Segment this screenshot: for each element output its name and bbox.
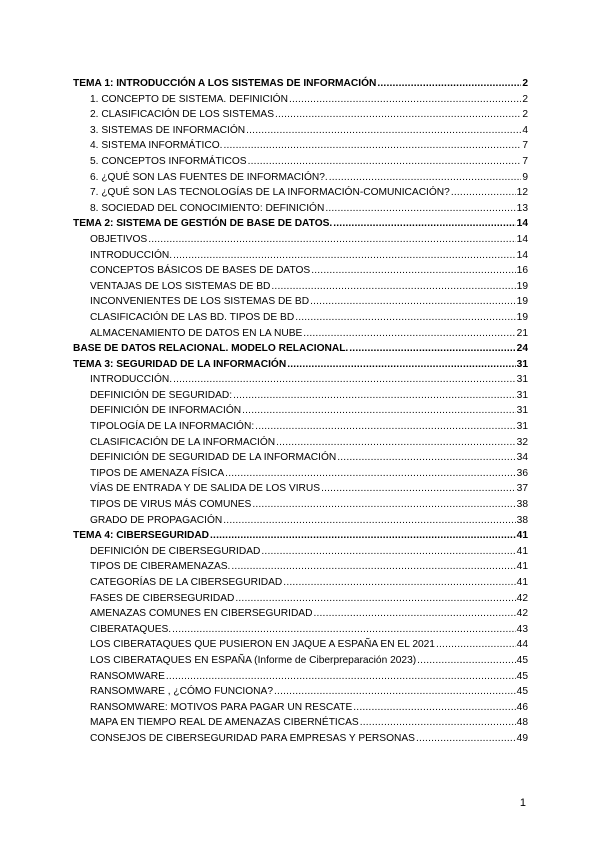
toc-section-entry[interactable] [73, 326, 528, 342]
toc-dot-leader [172, 622, 516, 638]
toc-entry-title: TEMA 3: SEGURIDAD DE LA INFORMACIÓN [73, 358, 287, 370]
toc-dot-leader [416, 731, 516, 747]
toc-dot-leader [353, 700, 515, 716]
toc-section-entry[interactable] [73, 310, 528, 326]
toc-dot-leader [337, 450, 515, 466]
toc-section-entry[interactable] [73, 731, 528, 747]
toc-dot-leader [283, 575, 515, 591]
toc-section-entry[interactable] [73, 138, 528, 154]
toc-dot-leader [333, 216, 515, 232]
toc-entry-page: 38 [516, 499, 528, 511]
toc-entry-page: 37 [516, 483, 528, 495]
toc-entry-page: 41 [516, 545, 528, 557]
toc-entry-title: ALMACENAMIENTO DE DATOS EN LA NUBE [90, 327, 303, 339]
toc-section-entry[interactable] [73, 279, 528, 295]
toc-entry-title: 4. SISTEMA INFORMÁTICO. [90, 140, 223, 152]
toc-section-entry[interactable] [73, 170, 528, 186]
table-of-contents [73, 76, 528, 747]
toc-entry-page: 2 [522, 93, 528, 105]
toc-entry-page: 41 [516, 530, 528, 542]
toc-dot-leader [275, 107, 521, 123]
toc-entry-page: 45 [516, 670, 528, 682]
toc-entry-title: 2. CLASIFICACIÓN DE LOS SISTEMAS [90, 109, 274, 121]
toc-entry-title: TIPOLOGÍA DE LA INFORMACIÓN: [90, 421, 255, 433]
toc-entry-page: 14 [516, 218, 528, 230]
toc-section-entry[interactable] [73, 606, 528, 622]
toc-dot-leader [255, 419, 515, 435]
toc-entry-title: CATEGORÍAS DE LA CIBERSEGURIDAD [90, 577, 283, 588]
toc-dot-leader [417, 653, 516, 669]
toc-entry-title: BASE DE DATOS RELACIONAL. MODELO RELACIONAL. [73, 343, 349, 355]
toc-entry-title: DEFINICIÓN DE INFORMACIÓN [90, 405, 242, 417]
toc-section-entry[interactable] [73, 559, 528, 575]
toc-entry-title: INCONVENIENTES DE LOS SISTEMAS DE BD [90, 296, 310, 308]
toc-entry-page: 7 [522, 155, 528, 167]
page-number: 1 [519, 797, 526, 809]
toc-entry-page: 31 [516, 421, 528, 433]
toc-entry-page: 31 [516, 374, 528, 386]
toc-dot-leader [210, 528, 516, 544]
toc-section-entry[interactable] [73, 591, 528, 607]
toc-dot-leader [287, 357, 515, 373]
toc-entry-page: 13 [516, 202, 528, 214]
toc-section-entry[interactable] [73, 669, 528, 685]
toc-dot-leader [225, 466, 515, 482]
toc-entry-title: RANSOMWARE: MOTIVOS PARA PAGAR UN RESCATE [90, 701, 353, 713]
toc-entry-title: 3. SISTEMAS DE INFORMACIÓN [90, 124, 246, 136]
toc-section-entry[interactable] [73, 232, 528, 248]
toc-entry-page: 32 [516, 436, 528, 448]
toc-dot-leader [166, 669, 516, 685]
toc-dot-leader [377, 76, 521, 92]
toc-entry-page: 4 [522, 124, 528, 136]
toc-section-entry[interactable] [73, 248, 528, 264]
toc-entry-title: DEFINICIÓN DE SEGURIDAD DE LA INFORMACIÓN [90, 452, 337, 464]
toc-section-entry[interactable] [73, 622, 528, 638]
toc-entry-page: 12 [516, 187, 528, 199]
toc-entry-title: TEMA 2: SISTEMA DE GESTIÓN DE BASE DE DATOS. [73, 218, 333, 230]
toc-entry-page: 2 [522, 78, 528, 89]
toc-section-entry[interactable] [73, 544, 528, 560]
toc-dot-leader [276, 435, 516, 451]
toc-dot-leader [451, 185, 516, 201]
toc-section-entry[interactable] [73, 107, 528, 123]
toc-section-entry[interactable] [73, 450, 528, 466]
toc-section-entry[interactable] [73, 372, 528, 388]
toc-dot-leader [248, 154, 522, 170]
toc-entry-title: RANSOMWARE [90, 670, 165, 682]
toc-dot-leader [233, 388, 516, 404]
toc-entry-page: 31 [516, 389, 528, 401]
toc-entry-page: 2 [522, 109, 528, 121]
toc-entry-page: 7 [522, 140, 528, 152]
toc-dot-leader [325, 201, 515, 217]
toc-section-entry[interactable] [73, 435, 528, 451]
toc-entry-title: TEMA 1: INTRODUCCIÓN A LOS SISTEMAS DE INFORMACIÓN [73, 78, 377, 89]
toc-entry-title: CLASIFICACIÓN DE LAS BD. TIPOS DE BD [90, 311, 295, 323]
toc-dot-leader [295, 310, 515, 326]
toc-chapter-entry[interactable] [73, 216, 528, 232]
toc-dot-leader [223, 138, 521, 154]
toc-dot-leader [313, 606, 515, 622]
toc-entry-page: 42 [516, 592, 528, 604]
toc-section-entry[interactable] [73, 637, 528, 653]
toc-dot-leader [223, 513, 515, 529]
toc-section-entry[interactable] [73, 403, 528, 419]
toc-dot-leader [235, 591, 515, 607]
toc-chapter-entry[interactable] [73, 341, 528, 357]
toc-section-entry[interactable] [73, 388, 528, 404]
toc-entry-page: 31 [516, 358, 528, 370]
toc-entry-title: MAPA EN TIEMPO REAL DE AMENAZAS CIBERNÉTICAS [90, 717, 359, 729]
toc-chapter-entry[interactable] [73, 528, 528, 544]
toc-entry-page: 34 [516, 452, 528, 464]
toc-dot-leader [436, 637, 516, 653]
toc-dot-leader [173, 248, 516, 264]
toc-entry-page: 43 [516, 623, 528, 635]
toc-entry-page: 19 [516, 311, 528, 323]
toc-section-entry[interactable] [73, 715, 528, 731]
toc-section-entry[interactable] [73, 123, 528, 139]
toc-entry-page: 46 [516, 701, 528, 713]
toc-entry-title: INTRODUCCIÓN. [90, 249, 173, 261]
toc-section-entry[interactable] [73, 201, 528, 217]
toc-entry-title: TIPOS DE VIRUS MÁS COMUNES [90, 499, 252, 511]
toc-section-entry[interactable] [73, 185, 528, 201]
toc-dot-leader [242, 403, 516, 419]
toc-section-entry[interactable] [73, 684, 528, 700]
toc-entry-page: 14 [516, 233, 528, 245]
toc-entry-page: 42 [516, 608, 528, 620]
toc-dot-leader [246, 123, 521, 139]
toc-entry-page: 48 [516, 717, 528, 729]
toc-entry-title: TIPOS DE CIBERAMENAZAS. [90, 561, 231, 573]
toc-entry-title: 5. CONCEPTOS INFORMÁTICOS [90, 155, 247, 167]
toc-chapter-entry[interactable] [73, 76, 528, 92]
toc-entry-title: VÍAS DE ENTRADA Y DE SALIDA DE LOS VIRUS [90, 483, 321, 495]
toc-chapter-entry[interactable] [73, 357, 528, 373]
toc-section-entry[interactable] [73, 294, 528, 310]
toc-entry-title: OBJETIVOS [90, 233, 148, 245]
toc-entry-title: DEFINICIÓN DE CIBERSEGURIDAD [90, 545, 261, 557]
toc-dot-leader [274, 684, 516, 700]
toc-entry-page: 21 [516, 327, 528, 339]
toc-entry-page: 36 [516, 467, 528, 479]
toc-entry-page: 49 [516, 732, 528, 744]
toc-section-entry[interactable] [73, 700, 528, 716]
toc-dot-leader [329, 170, 522, 186]
toc-dot-leader [360, 715, 516, 731]
toc-entry-page: 16 [516, 265, 528, 277]
toc-dot-leader [289, 92, 521, 108]
toc-entry-title: TIPOS DE AMENAZA FÍSICA [90, 467, 225, 479]
toc-entry-title: CIBERATAQUES. [90, 623, 172, 635]
toc-dot-leader [349, 341, 515, 357]
toc-section-entry[interactable] [73, 92, 528, 108]
toc-entry-page: 14 [516, 249, 528, 261]
toc-entry-page: 24 [516, 343, 528, 355]
toc-entry-title: CONSEJOS DE CIBERSEGURIDAD PARA EMPRESAS Y PERSONAS [90, 732, 415, 744]
toc-entry-title: GRADO DE PROPAGACIÓN [90, 514, 223, 526]
toc-entry-title: VENTAJAS DE LOS SISTEMAS DE BD [90, 280, 271, 292]
toc-entry-page: 44 [516, 639, 528, 651]
toc-section-entry[interactable] [73, 481, 528, 497]
toc-entry-title: FASES DE CIBERSEGURIDAD [90, 592, 235, 604]
toc-entry-title: DEFINICIÓN DE SEGURIDAD: [90, 389, 233, 401]
toc-section-entry[interactable] [73, 263, 528, 279]
toc-entry-title: 8. SOCIEDAD DEL CONOCIMIENTO: DEFINICIÓN [90, 202, 325, 214]
toc-dot-leader [231, 559, 515, 575]
toc-entry-title: AMENAZAS COMUNES EN CIBERSEGURIDAD [90, 608, 313, 620]
toc-dot-leader [321, 481, 516, 497]
toc-entry-title: 6. ¿QUÉ SON LAS FUENTES DE INFORMACIÓN?. [90, 171, 328, 183]
toc-dot-leader [261, 544, 515, 560]
toc-entry-title: LOS CIBERATAQUES EN ESPAÑA (Informe de Ciberpreparación 2023) [90, 654, 417, 666]
toc-dot-leader [252, 497, 515, 513]
toc-section-entry[interactable] [73, 497, 528, 513]
toc-section-entry[interactable] [73, 466, 528, 482]
toc-entry-page: 31 [516, 405, 528, 417]
toc-entry-page: 38 [516, 514, 528, 526]
toc-entry-page: 9 [522, 171, 528, 183]
toc-entry-title: LOS CIBERATAQUES QUE PUSIERON EN JAQUE A ESPAÑA EN EL 2021 [90, 639, 435, 651]
toc-section-entry[interactable] [73, 419, 528, 435]
toc-entry-page: 45 [516, 686, 528, 698]
toc-dot-leader [148, 232, 515, 248]
toc-dot-leader [310, 294, 516, 310]
toc-entry-title: 7. ¿QUÉ SON LAS TECNOLOGÍAS DE LA INFORMACIÓN-COMUNICACIÓN? [90, 187, 450, 199]
toc-entry-page: 41 [516, 561, 528, 573]
toc-section-entry[interactable] [73, 653, 528, 669]
toc-section-entry[interactable] [73, 575, 528, 591]
toc-entry-title: CLASIFICACIÓN DE LA INFORMACIÓN [90, 436, 276, 448]
toc-dot-leader [271, 279, 515, 295]
toc-entry-page: 19 [516, 280, 528, 292]
toc-dot-leader [173, 372, 516, 388]
toc-entry-title: CONCEPTOS BÁSICOS DE BASES DE DATOS [90, 265, 311, 277]
toc-entry-page: 41 [516, 577, 528, 588]
toc-entry-page: 19 [516, 296, 528, 308]
toc-dot-leader [303, 326, 515, 342]
toc-section-entry[interactable] [73, 154, 528, 170]
toc-entry-title: INTRODUCCIÓN. [90, 374, 173, 386]
toc-entry-page: 45 [516, 654, 528, 666]
toc-entry-title: TEMA 4: CIBERSEGURIDAD [73, 530, 210, 542]
toc-entry-title: 1. CONCEPTO DE SISTEMA. DEFINICIÓN [90, 93, 288, 105]
toc-dot-leader [311, 263, 515, 279]
toc-section-entry[interactable] [73, 513, 528, 529]
toc-entry-title: RANSOMWARE , ¿CÓMO FUNCIONA? [90, 686, 274, 698]
